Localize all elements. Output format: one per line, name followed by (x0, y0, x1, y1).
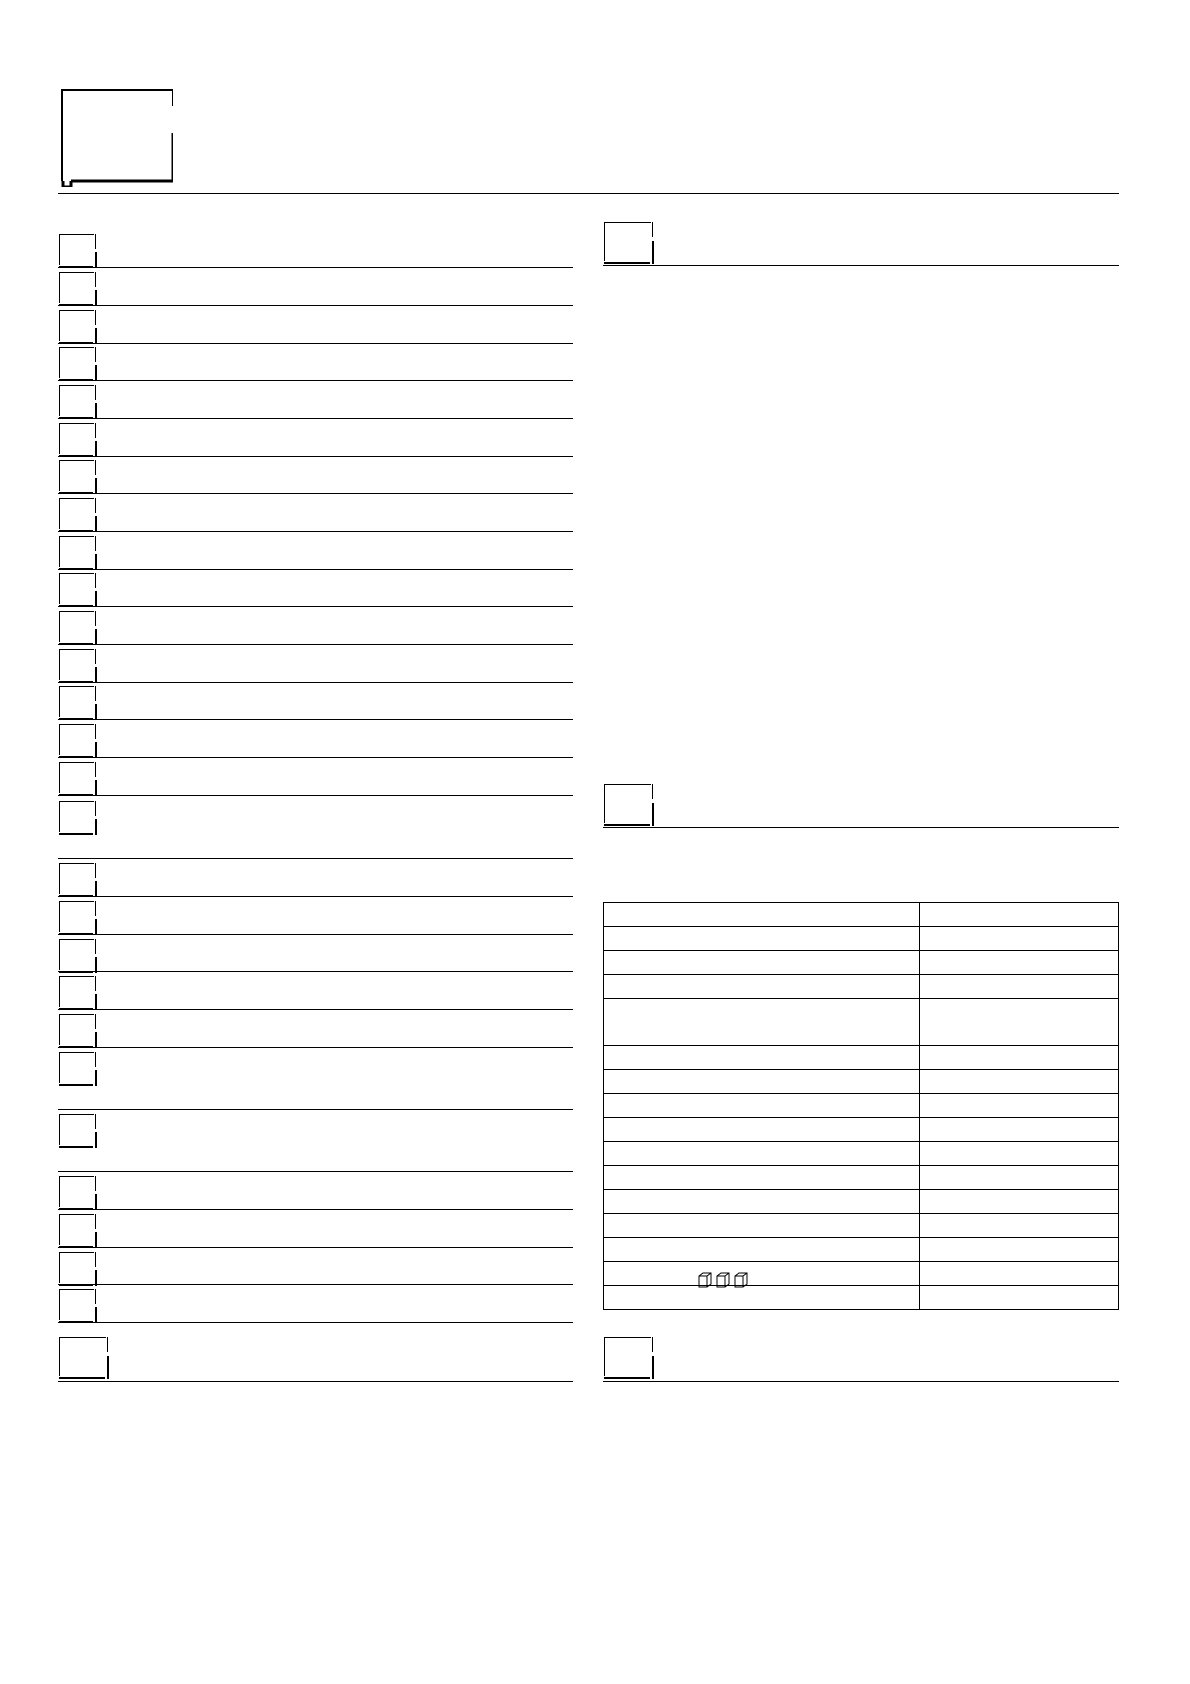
corner-bracket-logo-icon (61, 89, 173, 187)
row-bracket-icon (59, 1114, 94, 1145)
table-cell (920, 1190, 1119, 1214)
table-cell (604, 1118, 920, 1142)
row-bracket-icon (59, 611, 94, 642)
row-bracket-icon (59, 423, 94, 454)
table-row (604, 1118, 1119, 1142)
table-cell (920, 1214, 1119, 1238)
row-divider (58, 757, 573, 758)
row-divider (58, 418, 573, 419)
section-divider (603, 265, 1119, 266)
row-divider (58, 456, 573, 457)
row-bracket-icon (59, 536, 94, 567)
table-row (604, 951, 1119, 975)
row-divider (58, 531, 573, 532)
table-cell (604, 999, 920, 1046)
row-bracket-icon (59, 1252, 94, 1283)
row-bracket-icon (59, 939, 94, 970)
table-cell (604, 927, 920, 951)
table-cell (920, 1286, 1119, 1310)
table-row (604, 1094, 1119, 1118)
row-divider (58, 267, 573, 268)
row-divider (58, 934, 573, 935)
table-row (604, 1286, 1119, 1310)
table-cell (604, 1286, 920, 1310)
table-cell (920, 903, 1119, 927)
row-bracket-icon (59, 1176, 94, 1207)
row-bracket-icon (59, 686, 94, 717)
row-divider (58, 1322, 573, 1323)
table-cell (604, 1046, 920, 1070)
row-bracket-icon (59, 649, 94, 680)
table-cell (604, 1190, 920, 1214)
row-bracket-icon (59, 310, 94, 341)
section-bracket-icon (59, 1337, 106, 1376)
row-bracket-icon (59, 1214, 94, 1245)
table-cell (604, 1094, 920, 1118)
table-cell (604, 1262, 920, 1286)
row-bracket-icon (59, 234, 94, 265)
table-row (604, 1070, 1119, 1094)
section-bracket-icon (604, 784, 651, 823)
row-bracket-icon (59, 573, 94, 604)
table-cell (920, 1094, 1119, 1118)
row-divider (58, 1009, 573, 1010)
row-bracket-icon (59, 976, 94, 1007)
row-divider (58, 1171, 573, 1172)
cube-icon (697, 1272, 749, 1288)
row-divider (58, 569, 573, 570)
row-divider (58, 795, 573, 796)
section-bracket-icon (604, 1337, 651, 1376)
row-divider (58, 1209, 573, 1210)
table-cell (920, 1046, 1119, 1070)
header-divider (58, 193, 1119, 194)
table-row (604, 975, 1119, 999)
table-cell (920, 927, 1119, 951)
section-bracket-icon (604, 222, 651, 261)
row-bracket-icon (59, 724, 94, 755)
row-divider (58, 305, 573, 306)
table-cell (920, 1262, 1119, 1286)
row-bracket-icon (59, 863, 94, 894)
section-divider (603, 827, 1119, 828)
table-row (604, 1238, 1119, 1262)
table-row (604, 999, 1119, 1046)
row-bracket-icon (59, 1014, 94, 1045)
table-cell (920, 975, 1119, 999)
section-divider (603, 1381, 1119, 1382)
row-bracket-icon (59, 385, 94, 416)
table-cell (604, 903, 920, 927)
table-cell (604, 1070, 920, 1094)
table-cell (920, 1142, 1119, 1166)
row-divider (58, 493, 573, 494)
table-row (604, 927, 1119, 951)
table-row (604, 1214, 1119, 1238)
table-cell (920, 1118, 1119, 1142)
table-row (604, 1262, 1119, 1286)
row-divider (58, 1109, 573, 1110)
row-divider (58, 380, 573, 381)
spec-table (603, 902, 1119, 1310)
row-divider (58, 343, 573, 344)
row-bracket-icon (59, 762, 94, 793)
row-bracket-icon (59, 1052, 94, 1083)
row-bracket-icon (59, 460, 94, 491)
table-cell (604, 951, 920, 975)
row-bracket-icon (59, 801, 94, 832)
row-divider (58, 1284, 573, 1285)
table-cell (604, 1238, 920, 1262)
row-divider (58, 682, 573, 683)
row-bracket-icon (59, 347, 94, 378)
row-divider (58, 896, 573, 897)
row-divider (58, 1047, 573, 1048)
table-row (604, 1046, 1119, 1070)
table-cell (920, 1070, 1119, 1094)
table-row (604, 1190, 1119, 1214)
row-bracket-icon (59, 272, 94, 303)
table-row (604, 903, 1119, 927)
row-divider (58, 606, 573, 607)
table-cell (604, 1214, 920, 1238)
table-cell (920, 999, 1119, 1046)
row-divider (58, 719, 573, 720)
table-cell (604, 1142, 920, 1166)
table-cell (920, 951, 1119, 975)
table-row (604, 1142, 1119, 1166)
table-cell (604, 1166, 920, 1190)
row-divider (58, 858, 573, 859)
row-bracket-icon (59, 901, 94, 932)
table-cell (920, 1166, 1119, 1190)
table-cell (604, 975, 920, 999)
row-divider (58, 644, 573, 645)
row-bracket-icon (59, 498, 94, 529)
row-bracket-icon (59, 1289, 94, 1320)
section-divider (58, 1381, 573, 1382)
row-divider (58, 971, 573, 972)
table-row (604, 1166, 1119, 1190)
row-divider (58, 1247, 573, 1248)
table-cell (920, 1238, 1119, 1262)
